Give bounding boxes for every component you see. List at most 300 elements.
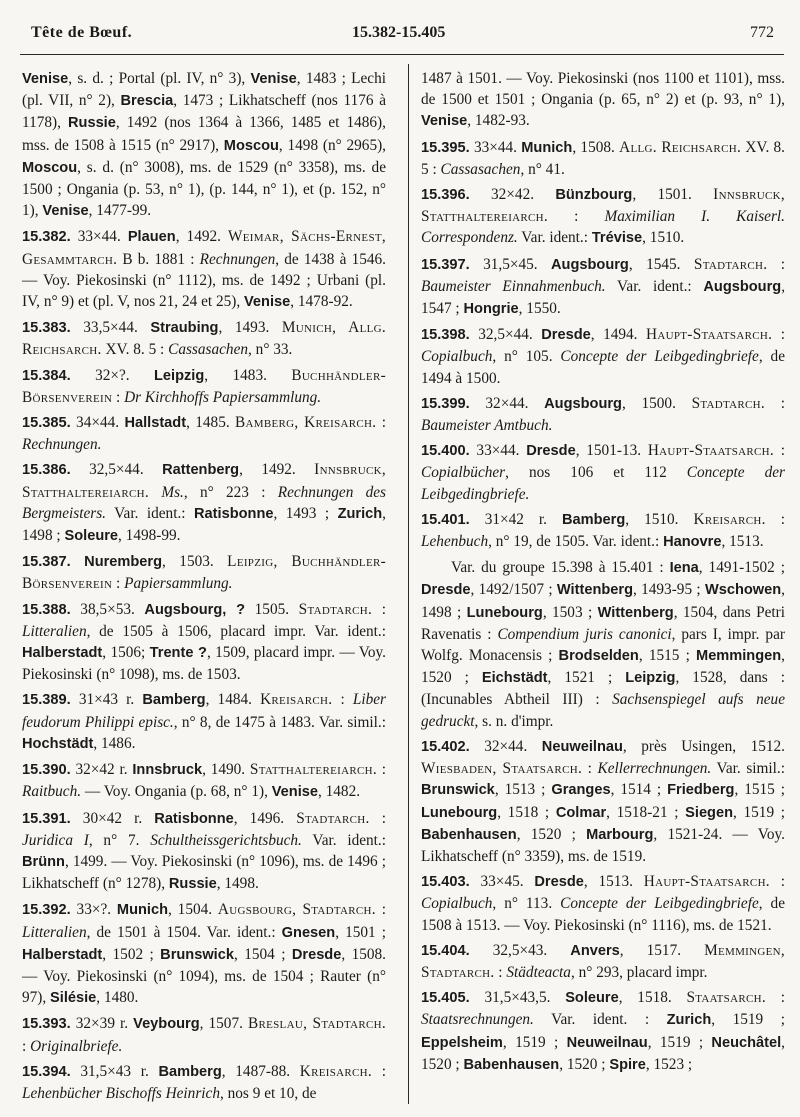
document-title: Dr Kirchhoffs Papiersammlung. <box>124 388 322 406</box>
entry-text: — Voy. Ongania (p. 68, n° 1), <box>81 783 272 801</box>
archive-name: Weimar, Sächs-Ernest, Gesammtarch. <box>22 228 387 268</box>
entry-text: , 1519 ; <box>502 1033 567 1051</box>
place-name: Granges <box>551 782 611 799</box>
entry-text: 31×43 r. <box>70 691 143 709</box>
document-title: Cassasachen <box>168 341 249 359</box>
catalogue-entry <box>421 987 785 1076</box>
entry-text: 33×44. <box>70 228 128 246</box>
entry-text: , 1501-13. <box>575 442 648 460</box>
entry-text: , 1521-24. — Voy. Likhatscheff (n° 3359), ms. de 1519. <box>421 825 785 865</box>
archive-name: Leipzig, Buchhändler-Börsenverein <box>22 553 386 593</box>
archive-name: Munich, Allg. Reichsarch. <box>22 319 387 359</box>
entry-number: 15.388. <box>22 601 71 618</box>
place-name: Dresde <box>526 443 576 460</box>
continued-entry <box>421 68 785 133</box>
entry-text: , de 1505 à 1506, placard impr. Var. ident.: <box>86 622 386 640</box>
entry-text: 1487 à 1501. — Voy. Piekosinski (n <box>421 70 646 87</box>
archive-name: Stadtarch. <box>298 600 373 618</box>
archive-name: Staatsarch. <box>686 989 766 1007</box>
entry-text: , 1518-21 ; <box>606 803 686 821</box>
place-name: Venise <box>271 784 318 801</box>
variant-paragraph <box>421 557 785 732</box>
entry-text: , 1503. <box>162 553 228 571</box>
entry-text: , 1514 ; <box>610 781 668 799</box>
entry-text: , 1492. <box>175 228 229 246</box>
place-name: Trente ? <box>149 645 207 662</box>
document-title: Juridica I <box>22 831 89 849</box>
entry-text: , n <box>219 1084 236 1102</box>
entry-text: , de 1508 à 1513. — Voy. Piekosinski (n° 1116), ms. de 1521. <box>421 895 785 934</box>
entry-text: : <box>372 1062 386 1080</box>
entry-text: , 1503 ; <box>542 603 598 621</box>
place-name: Moscou <box>223 137 279 154</box>
entry-number: 15.403. <box>421 874 470 891</box>
entry-text: , 1473 ; Likhatscheff (n <box>173 92 325 110</box>
place-name: Venise <box>22 71 69 87</box>
place-name: Wschowen <box>704 582 782 599</box>
catalogue-entry <box>22 808 386 896</box>
entry-text: , s. n. d'impr. <box>474 712 554 730</box>
document-title: Originalbriefe. <box>30 1037 123 1055</box>
archive-name: Stadtarch. <box>693 255 768 273</box>
entry-text: , n° 105. <box>492 348 561 366</box>
document-title: Concepte der Leibgedingbriefe <box>560 895 759 913</box>
entry-text: : <box>548 208 605 226</box>
place-name: Iena <box>669 560 699 577</box>
catalogue-entry <box>22 226 386 313</box>
archive-name: Haupt-Staatsarch. <box>647 442 775 460</box>
entry-text: , n° 293, placard impr. <box>570 963 708 981</box>
entry-number: 15.392. <box>22 902 71 919</box>
archive-name: Haupt-Staatsarch. <box>646 326 773 344</box>
entry-number: 15.391. <box>22 810 71 827</box>
place-name: Straubing <box>150 320 219 337</box>
document-title: Baumeister Einnahmenbuch. <box>421 277 606 295</box>
entry-text: os <box>235 1084 249 1102</box>
place-name: Brodselden <box>558 648 639 665</box>
entry-text: 31×42 r. <box>469 510 562 528</box>
catalogue-entry <box>22 551 386 594</box>
entry-text: 32,5×44. <box>469 326 542 344</box>
running-header <box>0 0 800 60</box>
entry-text: , n° 41. <box>520 160 565 178</box>
entry-text: : <box>372 600 386 618</box>
place-name: Rattenberg <box>162 462 240 479</box>
entry-text: 1505. <box>245 600 299 618</box>
place-name: Neuweilnau <box>566 1034 648 1051</box>
entry-number: 15.386. <box>22 462 71 479</box>
entry-text: 33×44. <box>469 138 522 156</box>
entry-text: , n <box>505 464 537 482</box>
place-name: Ratisbonne <box>154 810 234 827</box>
archive-name: Memmingen, Stadtarch. <box>421 941 786 981</box>
place-name: Babenhausen <box>463 1056 560 1073</box>
place-name: Halberstadt <box>22 946 103 963</box>
place-name: Venise <box>421 113 468 130</box>
archive-name: Buchhändler-Börsenverein <box>22 366 386 406</box>
document-title: Compendium juris canonici <box>497 625 672 643</box>
archive-name: Wiesbaden, Staatsarch. <box>421 760 583 778</box>
place-name: Halberstadt <box>22 645 103 662</box>
archive-name: Stadtarch. <box>691 394 766 412</box>
document-title: Copialbuch <box>421 348 493 366</box>
archive-name: Innsbruck, Statthaltereiarch. <box>421 186 785 226</box>
continued-entry <box>22 68 386 222</box>
place-name: Nuremberg <box>84 554 163 571</box>
entry-number: 15.404. <box>421 942 470 959</box>
catalogue-entry <box>22 689 386 755</box>
entry-text: 38,5×53. <box>70 600 145 618</box>
entry-text: , 1545. <box>628 255 694 273</box>
catalogue-entry <box>22 1013 386 1056</box>
place-name: Bamberg <box>142 692 206 709</box>
entry-number: 15.405. <box>421 990 470 1007</box>
entry-text: 32,5×43. <box>469 941 571 959</box>
entry-text: , s. d. (n° 3008), ms. de 1529 (n° 3358), ms. de 1500 ; Ongania (p. 53, n° 1), (p. 144, n° 1), et (p. 152, n° 1), <box>22 158 386 220</box>
entry-text: , 1493-95 ; <box>632 581 705 599</box>
entry-text: 106 et 112 <box>550 464 687 482</box>
entry-text: 31,5×43,5. <box>469 989 566 1007</box>
entry-text: 1364 à 1366, 1485 et 1486), mss. de 1508 à 1515 (n° 2917), <box>22 114 386 154</box>
entry-text: 32×42 r. <box>70 761 133 779</box>
entry-text: : <box>774 442 785 460</box>
place-name: Venise <box>250 71 297 87</box>
entry-text: , 1520 ; <box>421 1033 785 1073</box>
catalogue-entry <box>421 736 785 867</box>
entry-text: : <box>769 873 785 891</box>
document-title: Rechnungen. <box>22 436 102 454</box>
place-name: Trévise <box>591 230 643 247</box>
entry-text: , de 1501 à 1504. Var. ident.: <box>86 923 282 941</box>
page-number: 772 <box>750 24 774 41</box>
entry-text: , 1477-99. <box>88 202 152 220</box>
entry-text: , 1518. <box>618 989 687 1007</box>
entry-text: 1100 et 1101), mss. de 1500 et 1501 ; Ongania (p. 65, n° 2) et (p. 93, n° 1), <box>421 70 785 109</box>
place-name: Augsbourg <box>551 256 629 273</box>
entry-text: 32,5×44. <box>70 461 163 479</box>
archive-name: Kreisarch. <box>299 1062 373 1080</box>
entry-text: Var. ident. : <box>533 1011 667 1029</box>
place-name: Memmingen <box>696 648 782 665</box>
entry-text: os <box>177 114 191 132</box>
place-name: Russie <box>168 876 217 893</box>
entry-text: , 1498 (n° 2965), <box>278 136 387 154</box>
document-title: Rechnungen <box>199 250 276 268</box>
document-title: Lehenbuch <box>421 533 489 551</box>
entry-text: , 1550. <box>518 300 561 318</box>
place-name: Plauen <box>127 229 176 246</box>
entry-text: os <box>645 70 660 87</box>
entry-text: : <box>765 394 786 412</box>
document-title: Kellerrechnungen. <box>597 760 712 778</box>
entry-text: , 1492. <box>239 461 315 479</box>
place-name: Neuchâtel <box>711 1034 782 1051</box>
entry-number: 15.399. <box>421 395 470 412</box>
catalogue-entry <box>22 899 386 1009</box>
place-name: Soleure <box>565 990 619 1007</box>
catalogue-entry <box>421 871 785 936</box>
entry-text: : <box>765 510 786 528</box>
place-name: Babenhausen <box>421 826 517 843</box>
archive-name: Statthaltereiarch. <box>249 761 377 779</box>
entry-text: , 1521 ; <box>547 669 626 687</box>
document-title: Concepte der Leibgedingbriefe. <box>421 464 785 503</box>
place-name: Marbourg <box>586 826 654 843</box>
place-name: Colmar <box>555 804 607 821</box>
place-name: Brünn <box>22 853 65 870</box>
place-name: Bamberg <box>561 511 626 528</box>
entry-text: : <box>766 989 785 1007</box>
entry-text: , 1487-88. <box>221 1062 300 1080</box>
place-name: Dresde <box>291 946 342 963</box>
place-name: Hongrie <box>463 301 519 318</box>
entry-number: 15.400. <box>421 443 470 460</box>
document-title: Litteralien <box>22 622 87 640</box>
place-name: Augsbourg <box>703 278 782 295</box>
entry-number: 15.385. <box>22 415 71 432</box>
entry-text: 32×42. <box>469 186 556 204</box>
entry-text: , n° 33. <box>248 341 293 359</box>
entry-text: 34×44. <box>70 414 125 432</box>
catalogue-entry <box>22 459 386 547</box>
entry-number: 15.395. <box>421 139 470 156</box>
place-name: Leipzig <box>625 670 676 687</box>
entry-text: , 1496. <box>233 809 297 827</box>
entry-text: Var. ident.: <box>605 277 704 295</box>
entry-text: , 1515 ; <box>638 647 697 665</box>
entry-text: , 1504 ; <box>233 945 292 963</box>
entry-text: , n° 8, de 1475 à 1483. Var. simil.: <box>173 713 386 731</box>
entry-text: , n° 7. <box>88 831 151 849</box>
entry-text: 33×45. <box>469 873 535 891</box>
place-name: Munich <box>521 139 573 156</box>
place-name: Gnesen <box>281 924 336 941</box>
archive-name: Bamberg, Kreisarch. <box>235 414 377 432</box>
entry-text: , 1483 ; Lechi (pl. VII, n° 2), <box>22 70 386 110</box>
entry-text: , 1508. — Voy. Piekosinski (n° 1094), ms. de 1504 ; Rauter (n° 97), <box>22 945 386 1007</box>
place-name: Hochstädt <box>22 735 94 752</box>
entry-text: , 1547 ; <box>421 277 786 318</box>
entry-text: , 1492 (n <box>115 114 178 132</box>
entry-number: 15.384. <box>22 367 71 384</box>
entry-text: , pars I, impr. par Wolfg. Monacensis ; <box>421 625 785 665</box>
archive-name: Augsbourg, Stadtarch. <box>217 901 376 919</box>
header-rule <box>20 54 784 55</box>
entry-text: , 1506; <box>102 644 150 662</box>
entry-text: 9 et 10, de <box>248 1084 317 1102</box>
entry-text: XV. 8. 5 : <box>101 341 169 359</box>
catalogue-entry <box>22 599 386 686</box>
entry-text: , 1482-93. <box>467 112 530 130</box>
entry-text: , de 1438 à 1546. — Voy. Piekosinski (n° 1112), ms. de 1492 ; Urbani (pl. IV, n° 9) et (pl. V, n <box>22 250 386 311</box>
entry-text: Var. ident.: <box>301 831 386 849</box>
entry-text: B b. 1881 : <box>117 250 200 268</box>
entry-text: 33×44. <box>469 442 527 460</box>
entry-number: 15.393. <box>22 1016 71 1033</box>
entry-text: 21, 24 et 25), <box>155 293 244 311</box>
document-title: Maximilian I. Kaiserl. Correspondenz. <box>421 208 785 247</box>
catalogue-entry <box>421 184 785 250</box>
document-title: Lehenbücher Bischoffs Heinrich <box>22 1084 220 1102</box>
entry-text: 33×?. <box>70 901 117 919</box>
entry-text: 32×44. <box>469 394 545 412</box>
entry-text: , 1508. <box>572 138 620 156</box>
entry-text: , 1499. — Voy. Piekosinski (n° 1096), ms. de 1496 ; Likhatscheff (n° 1278), <box>22 852 386 893</box>
entry-text: , 1528, dans : (Incunables Abtheil III) : <box>421 669 785 709</box>
place-name: Munich <box>116 902 168 919</box>
entry-text: , 1493 ; <box>273 504 338 522</box>
place-name: Wittenberg <box>597 604 674 621</box>
entry-text: : <box>772 326 786 344</box>
entry-text: , 1498-99. <box>118 527 181 545</box>
place-name: Dresde <box>421 582 471 599</box>
document-title: Schultheissgerichtsbuch. <box>150 831 302 849</box>
entry-text: : <box>375 901 386 919</box>
place-name: Neuweilnau <box>541 738 623 755</box>
left-column <box>22 68 386 1108</box>
catalogue-entry <box>22 365 386 408</box>
header-title: Tête de Bœuf. <box>31 24 133 41</box>
place-name: Innsbruck <box>132 762 203 779</box>
entry-text: , 1490. <box>202 761 250 779</box>
entry-number: 15.397. <box>421 256 470 273</box>
place-name: Brunswick <box>421 782 495 799</box>
entry-text: 31,5×43 r. <box>70 1062 159 1080</box>
entry-text: , 1519 ; <box>647 1033 712 1051</box>
place-name: Wittenberg <box>556 582 633 599</box>
catalogue-entry <box>22 1061 386 1104</box>
entry-text: os <box>536 464 551 482</box>
entry-text: , de 1494 à 1500. <box>421 348 785 387</box>
header-range: 15.382-15.405 <box>352 24 446 41</box>
entry-text: , 1520 ; <box>516 825 587 843</box>
place-name: Siegen <box>685 804 734 821</box>
entry-text: , 1520 ; <box>559 1055 610 1073</box>
entry-text: : <box>376 414 386 432</box>
document-title: Ms. <box>161 483 184 501</box>
entry-text: 32×39 r. <box>70 1015 134 1033</box>
document-title: Copialbücher <box>421 464 506 482</box>
place-name: Bamberg <box>158 1063 222 1080</box>
entry-number: 15.402. <box>421 738 470 755</box>
archive-name: Kreisarch. <box>260 691 333 709</box>
entry-text: : <box>112 575 125 593</box>
entry-text: , 1498. <box>216 875 259 893</box>
entry-text: , 1504. <box>168 901 218 919</box>
entry-text: 1176 à 1178), <box>22 92 386 132</box>
entry-number: 15.401. <box>421 511 470 528</box>
place-name: Hanovre <box>663 534 722 551</box>
entry-text: , près Usingen, 1512. <box>622 737 785 755</box>
entry-text: , 1509, placard impr. — Voy. Piekosinski (n° 1098), ms. de 1503. <box>22 644 387 684</box>
archive-name: Stadtarch. <box>296 809 370 827</box>
entry-text: , 1515 ; <box>734 781 786 799</box>
document-title: Papiersammlung. <box>124 575 233 593</box>
entry-text: , n° 223 : <box>183 483 278 501</box>
place-name: Lunebourg <box>421 804 498 821</box>
place-name: Spire <box>609 1056 646 1073</box>
entry-text: 31,5×45. <box>469 255 552 273</box>
entry-text: , 1510. <box>642 229 685 247</box>
place-name: Ratisbonne <box>194 505 274 522</box>
place-name: Augsbourg, ? <box>144 601 246 618</box>
entry-text: : <box>369 809 386 827</box>
place-name: Silésie <box>50 990 97 1007</box>
entry-text: , 1498 ; <box>22 504 386 545</box>
entry-text: , s. d. ; Portal (pl. IV, n° 3), <box>68 70 251 87</box>
place-name: Eppelsheim <box>421 1034 503 1051</box>
document-title: Rechnungen des Bergmeisters. <box>22 483 386 522</box>
entry-text: , 1492/1507 ; <box>470 581 557 599</box>
entry-text: , 1510. <box>625 510 694 528</box>
catalogue-entry <box>22 317 386 360</box>
entry-text: 30×42 r. <box>70 809 155 827</box>
document-title: Raitbuch. <box>22 783 82 801</box>
entry-text: : <box>582 760 598 778</box>
archive-name: Breslau, Stadtarch. <box>247 1015 386 1033</box>
entry-number: 15.383. <box>22 320 71 337</box>
document-title: Staatsrechnungen. <box>421 1011 534 1029</box>
entry-text: os <box>324 92 338 110</box>
place-name: Soleure <box>64 528 119 545</box>
entry-text: , 1484. <box>205 691 261 709</box>
place-name: Hallstadt <box>124 415 187 432</box>
catalogue-entry <box>421 940 785 983</box>
place-name: Brunswick <box>160 946 234 963</box>
entry-text: , 1493. <box>218 319 282 337</box>
document-title: Concepte der Leibgedingbriefe <box>560 348 759 366</box>
entry-text: , 1483. <box>204 366 292 384</box>
entry-text: , 1513. <box>583 873 644 891</box>
entry-text: , 1491-1502 ; <box>698 559 785 577</box>
entry-text: , 1498 ; <box>421 581 785 621</box>
entry-text: : <box>332 691 353 709</box>
entry-number: 15.394. <box>22 1063 71 1080</box>
entry-text: , 1504, dans Petri Ravenatis : <box>421 603 786 643</box>
entry-text: , 1478-92. <box>290 293 353 311</box>
entry-text: os <box>141 293 156 311</box>
entry-text: , 1482. <box>317 783 361 801</box>
catalogue-entry <box>421 324 785 389</box>
entry-number: 15.398. <box>421 327 470 344</box>
entry-text: , 1485. <box>186 414 235 432</box>
place-name: Venise <box>42 203 89 220</box>
entry-text: , 1519 ; <box>711 1011 785 1029</box>
entry-number: 15.390. <box>22 762 71 779</box>
entry-number: 15.382. <box>22 229 71 246</box>
entry-text: : <box>22 1037 31 1055</box>
entry-text: , 1502 ; <box>102 945 161 963</box>
entry-text: XV. 8. 5 : <box>421 138 786 178</box>
entry-text: , 1518 ; <box>497 803 556 821</box>
entry-text: : <box>376 761 386 779</box>
entry-text: , 1513. <box>721 533 764 551</box>
catalogue-entry <box>421 393 785 436</box>
document-title: Cassasachen <box>440 160 521 178</box>
place-name: Veybourg <box>133 1016 200 1033</box>
entry-text: Var. du groupe 15.398 à 15.401 : <box>451 559 670 577</box>
place-name: Zurich <box>666 1012 712 1029</box>
entry-text: , n° 113. <box>492 895 561 913</box>
place-name: Russie <box>68 115 116 132</box>
entry-text <box>149 484 161 501</box>
entry-text: 33,5×44. <box>70 319 151 337</box>
archive-name: Kreisarch. <box>693 510 766 528</box>
entry-text: : <box>494 963 507 981</box>
document-title: Copialbuch <box>421 895 493 913</box>
column-divider <box>408 64 409 1104</box>
entry-text <box>71 553 84 570</box>
